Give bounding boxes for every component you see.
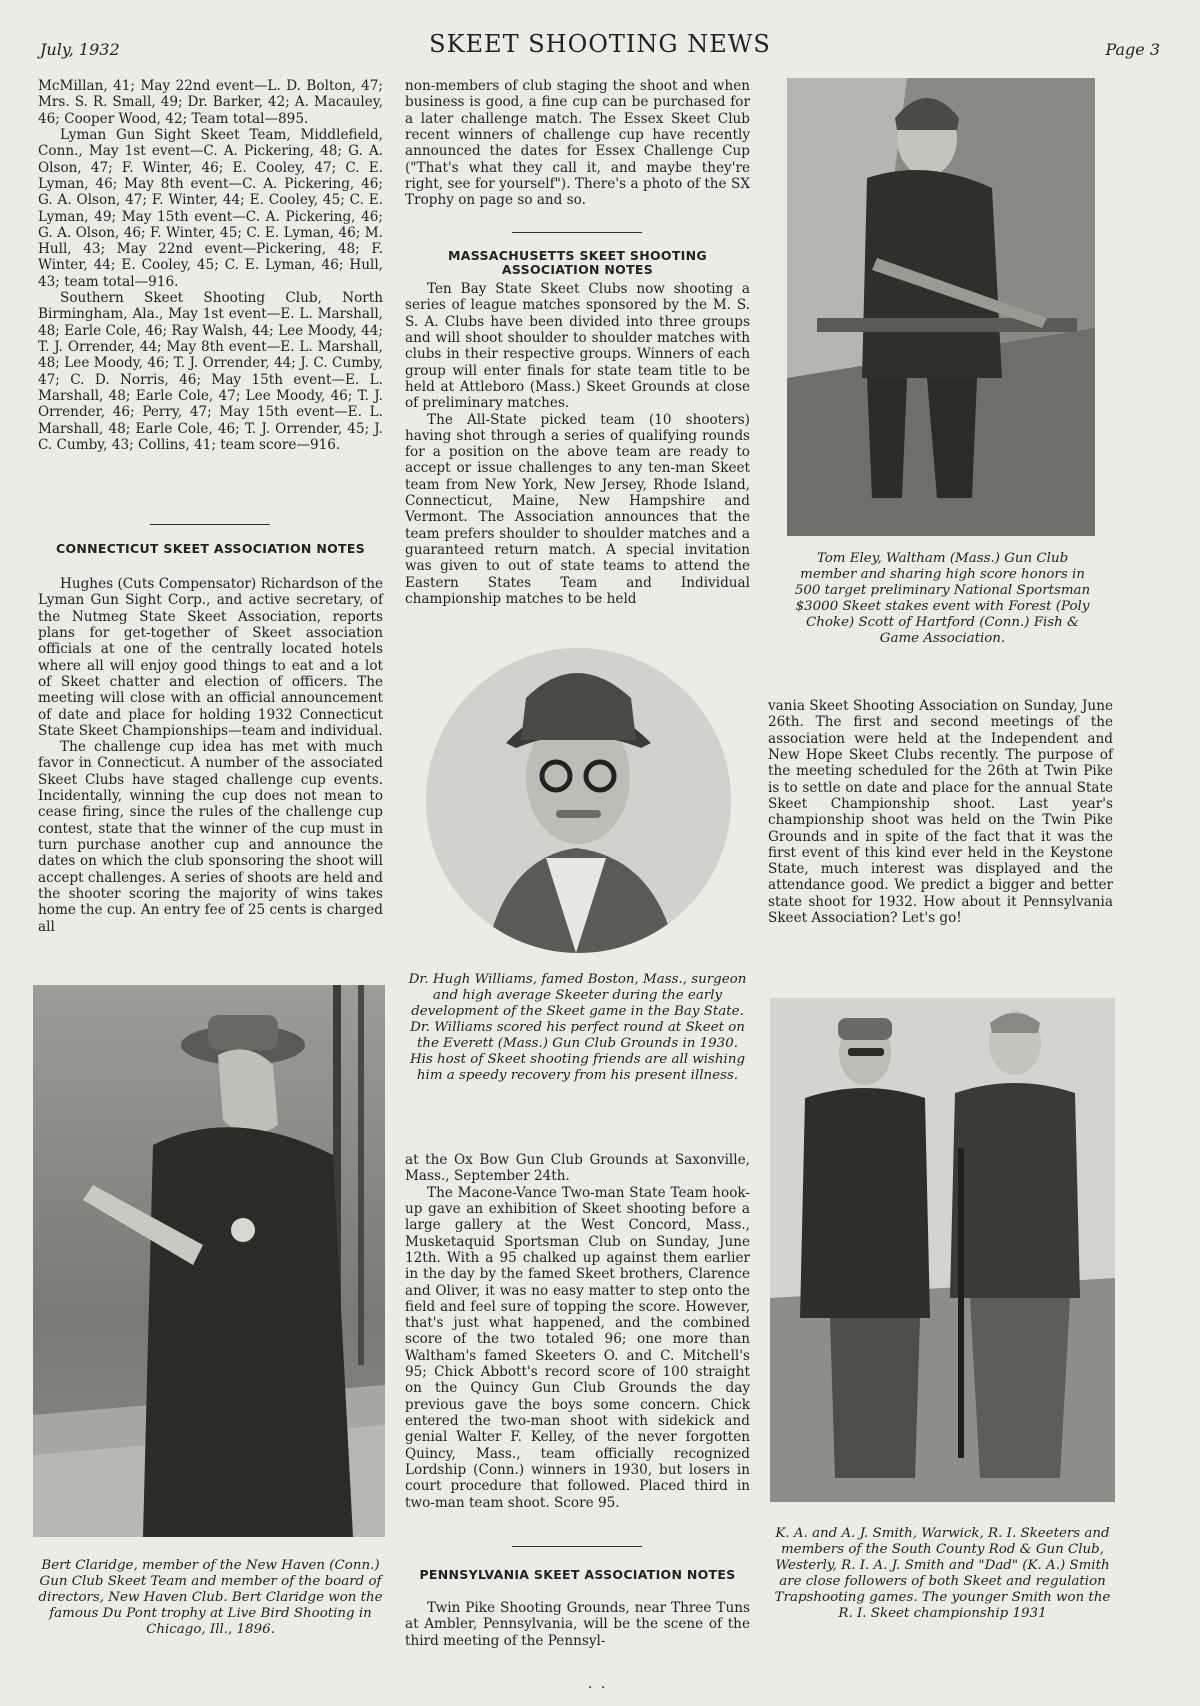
column-2-text (405, 78, 750, 209)
photo-caption: Dr. Hugh Williams, famed Boston, Mass., surgeon and high average Skeeter during the early development of the Skeet game in the Bay State. Dr. Williams scored his perfect round at Skeet on the Everett (Mass.) Gun Club Grounds in 1930. His host of Skeet shooting friends are all wishing him a speedy recovery from his present illness. (408, 972, 747, 1084)
page-footer-marker: . . (588, 1676, 608, 1692)
column-1-text-lower (38, 576, 383, 935)
section-divider (512, 1546, 642, 1547)
paragraph: Ten Bay State Skeet Clubs now shooting a series of league matches sponsored by the M. S. S. A. Clubs have been divided into three groups and will shoot shoulder to shoulder matches with clubs in their respective groups. Winners of each group will enter finals for state team title to be held at Attleboro (Mass.) Skeet Grounds at close of preliminary matches. (405, 281, 750, 412)
column-1-text (38, 78, 383, 453)
column-3-text (768, 698, 1113, 926)
paragraph: Twin Pike Shooting Grounds, near Three Tuns at Ambler, Pennsylvania, will be the scene of the third meeting of the Pennsyl- (405, 1600, 750, 1649)
page-number: Page 3 (1105, 40, 1160, 59)
paragraph: Hughes (Cuts Compensator) Richardson of the Lyman Gun Sight Corp., and active secretary, of the Nutmeg State Skeet Association, reports plans for get-together of Skeet association officials at one of the centrally located hotels where all will enjoy good things to eat and a lot of Skeet chatter and election of officers. The meeting will close with an official announcement of date and place for holding 1932 Connecticut State Skeet Championships—team and individual. (38, 576, 383, 739)
paragraph: at the Ox Bow Gun Club Grounds at Saxonville, Mass., September 24th. (405, 1152, 750, 1185)
section-heading: MASSACHUSETTS SKEET SHOOTING ASSOCIATION NOTES (448, 248, 707, 278)
photo-caption: Bert Claridge, member of the New Haven (Conn.) Gun Club Skeet Team and member of the board of directors, New Haven Club. Bert Claridge won the famous Du Pont trophy at Live Bird Shooting in Chicago, Ill., 1896. (38, 1558, 383, 1638)
column-2-text-mid (405, 281, 750, 607)
photo-dr-hugh-williams (426, 648, 731, 953)
page-header (40, 30, 1160, 66)
section-heading: PENNSYLVANIA SKEET ASSOCIATION NOTES (419, 1567, 736, 1582)
section-divider (150, 524, 270, 525)
paragraph: non-members of club staging the shoot and when business is good, a fine cup can be purchased for a later challenge match. The Essex Skeet Club recent winners of challenge cup have recently announced the dates for Essex Challenge Cup ("That's what they call it, and maybe they're right, see for yourself"). There's a photo of the SX Trophy on page so and so. (405, 78, 750, 209)
photo-caption: Tom Eley, Waltham (Mass.) Gun Club member and sharing high score honors in 500 target preliminary National Sportsman $3000 Skeet stakes event with Forest (Poly Choke) Scott of Hartford (Conn.) Fish & Game Association. (794, 551, 1091, 647)
photo-bert-claridge (33, 985, 385, 1537)
issue-date: July, 1932 (40, 40, 120, 59)
section-divider (512, 232, 642, 233)
paragraph: vania Skeet Shooting Association on Sunday, June 26th. The first and second meetings of the association were held at the Independent and New Hope Skeet Clubs recently. The purpose of the meeting scheduled for the 26th at Twin Pike is to settle on date and place for the annual State Skeet Championship shoot. Last year's championship shoot was held on the Twin Pike Grounds and in spite of the fact that it was the first event of this kind ever held in the Keystone State, much interest was displayed and the attendance good. We predict a bigger and better state shoot for 1932. How about it Pennsylvania Skeet Association? Let's go! (768, 698, 1113, 927)
photo-tom-eley (787, 78, 1095, 536)
paragraph: The All-State picked team (10 shooters) having shot through a series of qualifying rounds for a position on the above team are ready to accept or issue challenges to any ten-man Skeet team from New York, New Jersey, Rhode Island, Connecticut, Maine, New Hampshire and Vermont. The Association announces that the team prefers shoulder to shoulder matches and a guaranteed return match. A special invitation was given to out of state teams to attend the Eastern States Team and Individual championship matches to be held (405, 411, 750, 607)
photo-smith-family (770, 998, 1115, 1502)
paragraph: McMillan, 41; May 22nd event—L. D. Bolton, 47; Mrs. S. R. Small, 49; Dr. Barker, 42; A. Macauley, 46; Cooper Wood, 42; Team total—895. (38, 78, 383, 127)
column-2-text-lower (405, 1152, 750, 1511)
publication-title: SKEET SHOOTING NEWS (429, 30, 771, 58)
column-2-text-bottom (405, 1600, 750, 1649)
paragraph: Lyman Gun Sight Skeet Team, Middlefield, Conn., May 1st event—C. A. Pickering, 48; G. A. Olson, 47; F. Winter, 46; E. Cooley, 47; C. E. Lyman, 46; May 8th event—C. A. Pickering, 46; G. A. Olson, 47; F. Winter, 44; E. Cooley, 45; C. E. Lyman, 49; May 15th event—C. A. Pickering, 46; G. A. Olson, 46; F. Winter, 45; C. E. Lyman, 46; M. Hull, 43; May 22nd event—Pickering, 48; F. Winter, 44; E. Cooley, 45; C. E. Lyman, 46; Hull, 43; team total—916. (38, 126, 383, 290)
paragraph: Southern Skeet Shooting Club, North Birmingham, Ala., May 1st event—E. L. Marshall, 48; Earle Cole, 46; Ray Walsh, 44; Lee Moody, 44; T. J. Orrender, 44; May 8th event—E. L. Marshall, 48; Lee Moody, 46; T. J. Orrender, 44; J. C. Cumby, 47; C. D. Norris, 46; May 15th event—E. L. Marshall, 48; Earle Cole, 47; Lee Moody, 46; T. J. Orrender, 46; Perry, 47; May 15th event—E. L. Marshall, 48; Earle Cole, 46; T. J. Orrender, 45; J. C. Cumby, 43; Collins, 41; team score—916. (38, 290, 383, 453)
photo-caption: K. A. and A. J. Smith, Warwick, R. I. Skeeters and members of the South County Rod & Gun Club, Westerly, R. I. A. J. Smith and "Dad" (K. A.) Smith are close followers of both Skeet and regulation Trapshooting games. The younger Smith won the R. I. Skeet championship 1931 (774, 1526, 1111, 1622)
paragraph: The Macone-Vance Two-man State Team hook-up gave an exhibition of Skeet shooting before a large gallery at the West Concord, Mass., Musketaquid Sportsman Club on Sunday, June 12th. With a 95 chalked up against them earlier in the day by the famed Skeet brothers, Clarence and Oliver, it was no easy matter to step onto the field and feel sure of topping the score. However, that's just what happened, and the combined score of the two totaled 96; one more than Waltham's famed Skeeters O. and C. Mitchell's 95; Chick Abbott's record score of 100 straight on the Quincy Gun Club Grounds the day previous gave the boys some concern. Chick entered the two-man shoot with sidekick and genial Walter F. Kelley, of the never forgotten Quincy, Mass., team officially recognized Lordship (Conn.) winners in 1930, but losers in court procedure that followed. Placed third in two-man team shoot. Score 95. (405, 1184, 750, 1511)
section-heading: CONNECTICUT SKEET ASSOCIATION NOTES (55, 541, 365, 556)
paragraph: The challenge cup idea has met with much favor in Connecticut. A number of the associated Skeet Clubs have staged challenge cup events. Incidentally, winning the cup does not mean to cease firing, since the rules of the challenge cup contest, state that the winner of the cup must in turn purchase another cup and announce the dates on which the club sponsoring the shoot will accept challenges. A series of shoots are held and the shooter scoring the majority of wins takes home the cup. An entry fee of 25 cents is charged all (38, 739, 383, 935)
